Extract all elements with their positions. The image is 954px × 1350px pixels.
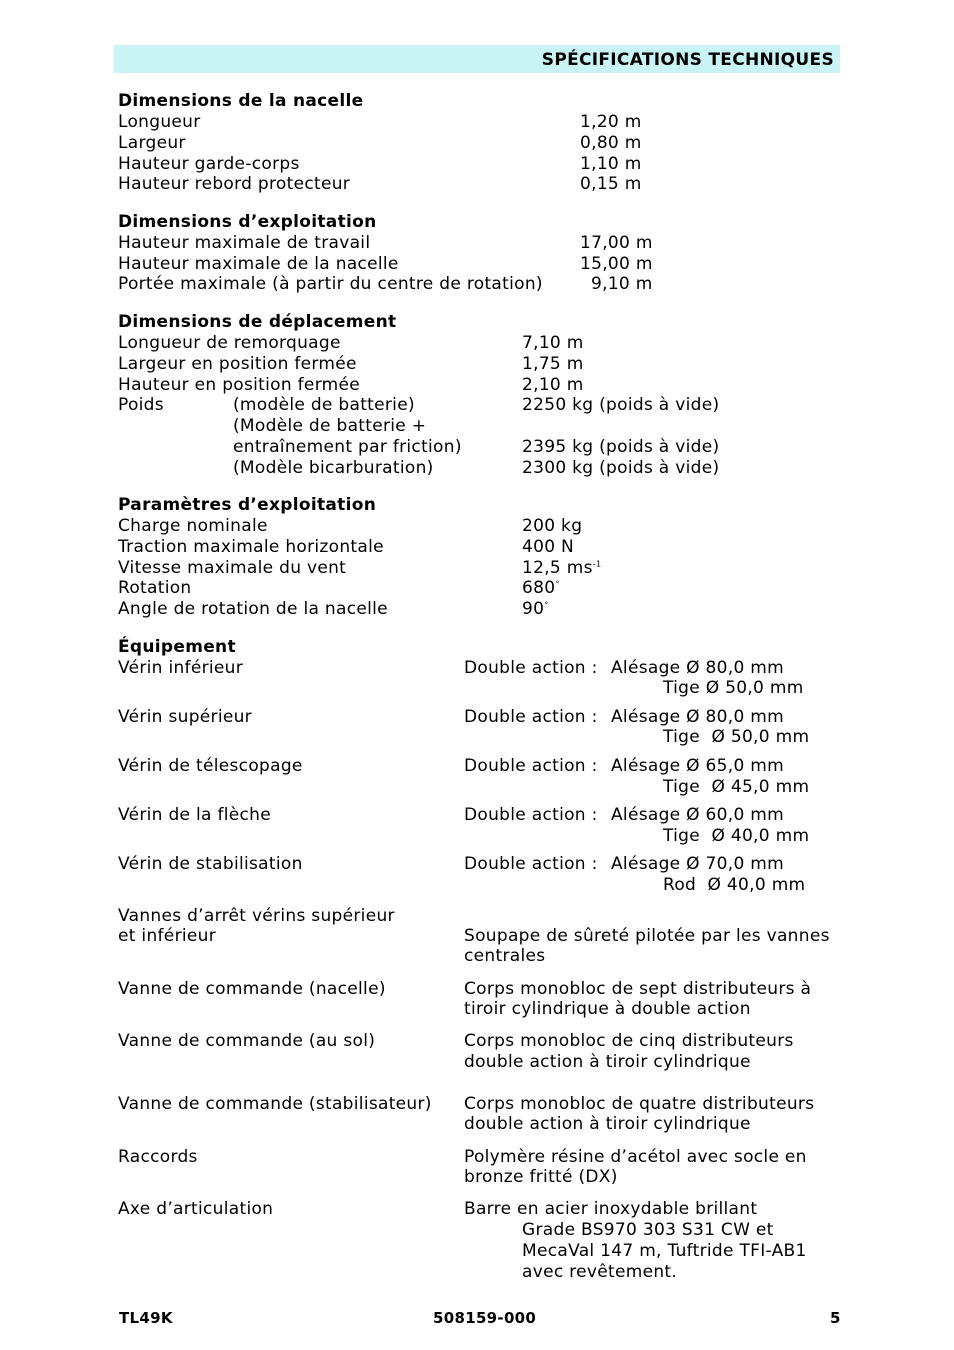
equip-desc: Corps monobloc de cinq distributeurs xyxy=(464,1031,794,1051)
section-heading-equipement: Équipement xyxy=(118,637,236,657)
spec-label: Rotation xyxy=(118,578,192,598)
equip-desc: Corps monobloc de sept distributeurs à xyxy=(464,979,812,999)
verin-label: Vérin de la flèche xyxy=(118,805,272,825)
spec-value: 2250 kg (poids à vide) xyxy=(522,395,720,415)
equip-desc: double action à tiroir cylindrique xyxy=(464,1114,751,1134)
equip-label: Vanne de commande (stabilisateur) xyxy=(118,1094,432,1114)
spec-label: Longueur xyxy=(118,112,201,132)
equip-desc: Polymère résine d’acétol avec socle en xyxy=(464,1147,807,1167)
verin-label: Vérin inférieur xyxy=(118,658,244,678)
footer-page-number: 5 xyxy=(830,1309,841,1327)
verin-bore: Alésage Ø 60,0 mm xyxy=(611,805,784,825)
spec-value: 9,10 m xyxy=(591,274,653,294)
equip-desc: tiroir cylindrique à double action xyxy=(464,999,751,1019)
spec-label: Angle de rotation de la nacelle xyxy=(118,599,388,619)
section-heading-exploitation: Dimensions d’exploitation xyxy=(118,212,377,232)
spec-value-wind xyxy=(522,558,601,578)
spec-label: Hauteur rebord protecteur xyxy=(118,174,351,194)
verin-type: Double action : xyxy=(464,854,598,874)
spec-label: Portée maximale (à partir du centre de rotation) xyxy=(118,274,543,294)
spec-value: 2,10 m xyxy=(522,375,584,395)
spec-value: 1,75 m xyxy=(522,354,584,374)
value-text: 12,5 ms xyxy=(522,558,593,578)
verin-bore: Alésage Ø 80,0 mm xyxy=(611,707,784,727)
verin-rod: Rod Ø 40,0 mm xyxy=(663,875,806,895)
equip-desc: Soupape de sûreté pilotée par les vannes xyxy=(464,926,830,946)
equip-desc: Barre en acier inoxydable brillant xyxy=(464,1199,758,1219)
spec-value: 1,10 m xyxy=(580,154,642,174)
poids-model: (Modèle bicarburation) xyxy=(233,458,434,478)
equip-label: Vannes d’arrêt vérins supérieur xyxy=(118,906,395,926)
spec-label: Traction maximale horizontale xyxy=(118,537,384,557)
value-superscript: ° xyxy=(555,579,560,589)
equip-desc: Corps monobloc de quatre distributeurs xyxy=(464,1094,815,1114)
section-heading-nacelle: Dimensions de la nacelle xyxy=(118,91,364,111)
poids-model: (Modèle de batterie + xyxy=(233,416,427,436)
spec-value: 200 kg xyxy=(522,516,583,536)
verin-rod: Tige Ø 40,0 mm xyxy=(663,826,810,846)
verin-type: Double action : xyxy=(464,658,598,678)
spec-value-angle xyxy=(522,599,549,619)
verin-label: Vérin de télescopage xyxy=(118,756,303,776)
poids-model: entraînement par friction) xyxy=(233,437,462,457)
equip-label: Raccords xyxy=(118,1147,198,1167)
poids-model: (modèle de batterie) xyxy=(233,395,415,415)
value-text: 90 xyxy=(522,599,545,619)
spec-label: Largeur xyxy=(118,133,186,153)
equip-desc: MecaVal 147 m, Tuftride TFI-AB1 xyxy=(522,1241,807,1261)
verin-bore: Alésage Ø 70,0 mm xyxy=(611,854,784,874)
value-superscript: ° xyxy=(544,600,549,610)
equip-desc: double action à tiroir cylindrique xyxy=(464,1052,751,1072)
verin-rod: Tige Ø 50,0 mm xyxy=(663,678,804,698)
spec-label: Hauteur maximale de la nacelle xyxy=(118,254,399,274)
verin-rod: Tige Ø 45,0 mm xyxy=(663,777,810,797)
verin-type: Double action : xyxy=(464,756,598,776)
verin-label: Vérin de stabilisation xyxy=(118,854,303,874)
section-heading-deplacement: Dimensions de déplacement xyxy=(118,312,397,332)
verin-bore: Alésage Ø 80,0 mm xyxy=(611,658,784,678)
spec-label: Charge nominale xyxy=(118,516,268,536)
section-heading-parametres: Paramètres d’exploitation xyxy=(118,495,377,515)
spec-label: Hauteur en position fermée xyxy=(118,375,361,395)
page-title: SPÉCIFICATIONS TECHNIQUES xyxy=(541,50,834,70)
value-text: 680 xyxy=(522,578,556,598)
equip-label: Vanne de commande (au sol) xyxy=(118,1031,376,1051)
equip-label: et inférieur xyxy=(118,926,217,946)
spec-value: 1,20 m xyxy=(580,112,642,132)
spec-value: 17,00 m xyxy=(580,233,653,253)
spec-label-poids: Poids xyxy=(118,395,164,415)
equip-label: Vanne de commande (nacelle) xyxy=(118,979,386,999)
spec-label: Largeur en position fermée xyxy=(118,354,357,374)
verin-bore: Alésage Ø 65,0 mm xyxy=(611,756,784,776)
spec-label: Hauteur garde-corps xyxy=(118,154,300,174)
value-superscript: -1 xyxy=(592,559,602,569)
equip-desc: centrales xyxy=(464,946,546,966)
spec-value: 400 N xyxy=(522,537,575,557)
spec-value-rotation xyxy=(522,578,560,598)
header-band xyxy=(114,45,840,73)
equip-desc: bronze fritté (DX) xyxy=(464,1167,618,1187)
equip-desc: avec revêtement. xyxy=(522,1262,678,1282)
footer-model: TL49K xyxy=(119,1309,173,1327)
spec-value: 7,10 m xyxy=(522,333,584,353)
spec-value: 2300 kg (poids à vide) xyxy=(522,458,720,478)
verin-label: Vérin supérieur xyxy=(118,707,252,727)
verin-rod: Tige Ø 50,0 mm xyxy=(663,727,810,747)
spec-label: Vitesse maximale du vent xyxy=(118,558,347,578)
equip-desc: Grade BS970 303 S31 CW et xyxy=(522,1220,774,1240)
verin-type: Double action : xyxy=(464,805,598,825)
verin-type: Double action : xyxy=(464,707,598,727)
spec-value: 0,15 m xyxy=(580,174,642,194)
spec-value: 15,00 m xyxy=(580,254,653,274)
spec-value: 2395 kg (poids à vide) xyxy=(522,437,720,457)
spec-label: Longueur de remorquage xyxy=(118,333,341,353)
spec-label: Hauteur maximale de travail xyxy=(118,233,371,253)
footer-doc-number: 508159-000 xyxy=(433,1309,537,1327)
spec-value: 0,80 m xyxy=(580,133,642,153)
equip-label: Axe d’articulation xyxy=(118,1199,274,1219)
